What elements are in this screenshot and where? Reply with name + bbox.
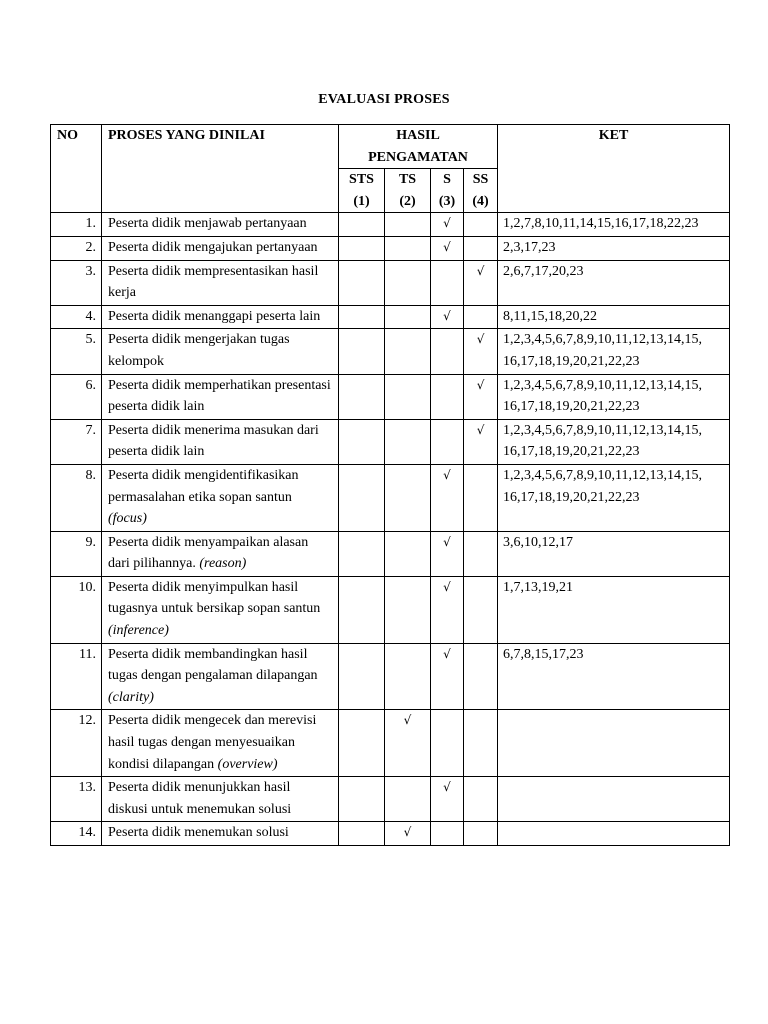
process-text: Peserta didik memperhatikan presentasi peserta didik lain xyxy=(108,377,331,415)
row-number: 1. xyxy=(51,213,102,237)
score-cell xyxy=(385,643,431,710)
score-cell xyxy=(431,374,464,419)
process-text: Peserta didik menunjukkan hasil diskusi untuk menemukan solusi xyxy=(108,780,292,817)
check-mark-icon: √ xyxy=(476,263,485,278)
score-cell xyxy=(385,464,431,531)
process-text: Peserta didik mengidentifikasikan permasalahan etika sopan santun xyxy=(108,467,299,505)
ket-cell xyxy=(498,710,730,777)
process-text: Peserta didik mempresentasikan hasil kerja xyxy=(108,263,319,301)
score-cell xyxy=(431,236,464,260)
row-number: 9. xyxy=(51,531,102,576)
score-cell xyxy=(339,329,385,374)
check-mark-icon: √ xyxy=(443,308,451,323)
process-cell xyxy=(102,643,339,710)
row-number: 12. xyxy=(51,710,102,777)
table-row xyxy=(51,777,730,822)
process-cell xyxy=(102,531,339,576)
score-cell xyxy=(339,822,385,846)
score-cell xyxy=(339,576,385,643)
score-cell xyxy=(464,531,498,576)
score-cell xyxy=(431,213,464,237)
score-cell xyxy=(339,777,385,822)
check-mark-icon: √ xyxy=(476,332,485,347)
ket-cell: 3,6,10,12,17 xyxy=(498,531,730,576)
check-mark-icon: √ xyxy=(443,216,451,231)
score-cell xyxy=(431,710,464,777)
score-cell xyxy=(464,213,498,237)
check-mark-icon: √ xyxy=(443,579,451,594)
score-cell xyxy=(464,305,498,329)
score-cell xyxy=(385,329,431,374)
process-cell xyxy=(102,329,339,374)
check-mark-icon: √ xyxy=(443,646,451,661)
ket-cell: 2,6,7,17,20,23 xyxy=(498,260,730,305)
header-s-code: S xyxy=(443,172,451,188)
header-hasil-pengamatan: HASIL PENGAMATAN xyxy=(339,125,498,169)
table-row xyxy=(51,329,730,374)
check-mark-icon: √ xyxy=(443,780,451,795)
table-row xyxy=(51,710,730,777)
score-cell xyxy=(464,236,498,260)
process-indicator: (overview) xyxy=(217,756,278,772)
ket-cell xyxy=(498,777,730,822)
table-row xyxy=(51,419,730,464)
score-cell xyxy=(385,531,431,576)
table-row xyxy=(51,236,730,260)
ket-cell: 1,2,3,4,5,6,7,8,9,10,11,12,13,14,15, 16,17,18,19,20,21,22,23 xyxy=(498,464,730,531)
process-text: Peserta didik menjawab pertanyaan xyxy=(108,216,307,232)
document-title: EVALUASI PROSES xyxy=(318,92,450,107)
process-indicator: (clarity) xyxy=(108,689,154,705)
check-mark-icon: √ xyxy=(476,422,485,437)
row-number: 6. xyxy=(51,374,102,419)
row-number: 4. xyxy=(51,305,102,329)
ket-cell: 8,11,15,18,20,22 xyxy=(498,305,730,329)
score-cell xyxy=(431,531,464,576)
score-cell xyxy=(464,777,498,822)
process-cell xyxy=(102,236,339,260)
table-body xyxy=(51,213,730,846)
process-text: Peserta didik menyimpulkan hasil tugasnya untuk bersikap sopan santun xyxy=(108,579,321,617)
ket-cell: 1,2,3,4,5,6,7,8,9,10,11,12,13,14,15, 16,17,18,19,20,21,22,23 xyxy=(498,374,730,419)
score-cell xyxy=(464,822,498,846)
process-cell xyxy=(102,464,339,531)
table-row xyxy=(51,305,730,329)
row-number: 10. xyxy=(51,576,102,643)
score-cell xyxy=(464,329,498,374)
table-row xyxy=(51,643,730,710)
score-cell xyxy=(431,464,464,531)
score-cell xyxy=(339,305,385,329)
score-cell xyxy=(464,710,498,777)
table-row xyxy=(51,374,730,419)
table-row xyxy=(51,576,730,643)
process-cell xyxy=(102,822,339,846)
score-cell xyxy=(464,643,498,710)
score-cell xyxy=(339,419,385,464)
row-number: 5. xyxy=(51,329,102,374)
score-cell xyxy=(431,822,464,846)
score-cell xyxy=(339,374,385,419)
row-number: 7. xyxy=(51,419,102,464)
header-ss-code: SS xyxy=(472,172,489,188)
process-cell xyxy=(102,260,339,305)
process-cell xyxy=(102,777,339,822)
header-ss-num: (4) xyxy=(472,193,489,209)
process-indicator: (focus) xyxy=(108,511,147,527)
score-cell xyxy=(431,419,464,464)
process-text: Peserta didik mengerjakan tugas kelompok xyxy=(108,332,290,369)
process-text: Peserta didik mengecek dan merevisi hasil tugas dengan menyesuaikan kondisi dilapangan xyxy=(108,713,317,772)
check-mark-icon: √ xyxy=(443,467,451,482)
check-mark-icon: √ xyxy=(443,239,451,254)
evaluation-table xyxy=(50,124,730,846)
score-cell xyxy=(464,576,498,643)
row-number: 2. xyxy=(51,236,102,260)
header-ts-code: TS xyxy=(398,172,417,188)
score-cell xyxy=(339,236,385,260)
process-cell xyxy=(102,710,339,777)
table-row xyxy=(51,260,730,305)
check-mark-icon: √ xyxy=(403,825,412,840)
header-ts-num: (2) xyxy=(399,193,416,209)
process-cell xyxy=(102,305,339,329)
ket-cell: 1,7,13,19,21 xyxy=(498,576,730,643)
score-cell xyxy=(464,419,498,464)
score-cell xyxy=(431,260,464,305)
table-row xyxy=(51,531,730,576)
score-cell xyxy=(385,576,431,643)
ket-cell: 2,3,17,23 xyxy=(498,236,730,260)
header-row xyxy=(51,125,730,169)
check-mark-icon: √ xyxy=(403,713,412,728)
ket-cell: 1,2,3,4,5,6,7,8,9,10,11,12,13,14,15, 16,17,18,19,20,21,22,23 xyxy=(498,419,730,464)
process-text: Peserta didik menyampaikan alasan dari pilihannya. xyxy=(108,534,309,572)
header-s xyxy=(431,169,464,213)
header-proses: PROSES YANG DINILAI xyxy=(102,125,339,213)
process-cell xyxy=(102,213,339,237)
header-no: NO xyxy=(51,125,102,213)
score-cell xyxy=(464,464,498,531)
header-s-num: (3) xyxy=(438,193,456,209)
header-sts-num: (1) xyxy=(353,193,370,209)
header-ket: KET xyxy=(498,125,730,213)
row-number: 14. xyxy=(51,822,102,846)
score-cell xyxy=(385,374,431,419)
process-cell xyxy=(102,374,339,419)
header-sts-code: STS xyxy=(349,172,374,188)
table-row xyxy=(51,213,730,237)
process-text: Peserta didik menanggapi peserta lain xyxy=(108,308,321,324)
ket-cell xyxy=(498,822,730,846)
score-cell xyxy=(431,329,464,374)
ket-cell: 6,7,8,15,17,23 xyxy=(498,643,730,710)
score-cell xyxy=(385,260,431,305)
score-cell xyxy=(339,464,385,531)
score-cell xyxy=(385,777,431,822)
score-cell xyxy=(385,236,431,260)
process-cell xyxy=(102,419,339,464)
row-number: 3. xyxy=(51,260,102,305)
header-ts xyxy=(385,169,431,213)
table-row xyxy=(51,464,730,531)
ket-cell: 1,2,3,4,5,6,7,8,9,10,11,12,13,14,15, 16,17,18,19,20,21,22,23 xyxy=(498,329,730,374)
score-cell xyxy=(431,643,464,710)
score-cell xyxy=(385,213,431,237)
score-cell xyxy=(431,305,464,329)
score-cell xyxy=(339,260,385,305)
score-cell xyxy=(464,260,498,305)
score-cell xyxy=(431,576,464,643)
score-cell xyxy=(431,777,464,822)
process-text: Peserta didik membandingkan hasil tugas dengan pengalaman dilapangan xyxy=(108,646,318,684)
process-text: Peserta didik mengajukan pertanyaan xyxy=(108,239,318,255)
row-number: 13. xyxy=(51,777,102,822)
score-cell xyxy=(339,710,385,777)
header-ss xyxy=(464,169,498,213)
process-text: Peserta didik menerima masukan dari peserta didik lain xyxy=(108,422,319,460)
process-indicator: (reason) xyxy=(199,556,247,572)
check-mark-icon: √ xyxy=(443,534,451,549)
score-cell xyxy=(339,531,385,576)
score-cell xyxy=(385,710,431,777)
process-indicator: (inference) xyxy=(108,623,169,639)
score-cell xyxy=(385,822,431,846)
row-number: 11. xyxy=(51,643,102,710)
score-cell xyxy=(385,305,431,329)
header-sts xyxy=(339,169,385,213)
process-text: Peserta didik menemukan solusi xyxy=(108,825,289,841)
row-number: 8. xyxy=(51,464,102,531)
score-cell xyxy=(339,643,385,710)
process-cell xyxy=(102,576,339,643)
ket-cell: 1,2,7,8,10,11,14,15,16,17,18,22,23 xyxy=(498,213,730,237)
score-cell xyxy=(464,374,498,419)
table-row xyxy=(51,822,730,846)
score-cell xyxy=(385,419,431,464)
score-cell xyxy=(339,213,385,237)
check-mark-icon: √ xyxy=(476,377,485,392)
